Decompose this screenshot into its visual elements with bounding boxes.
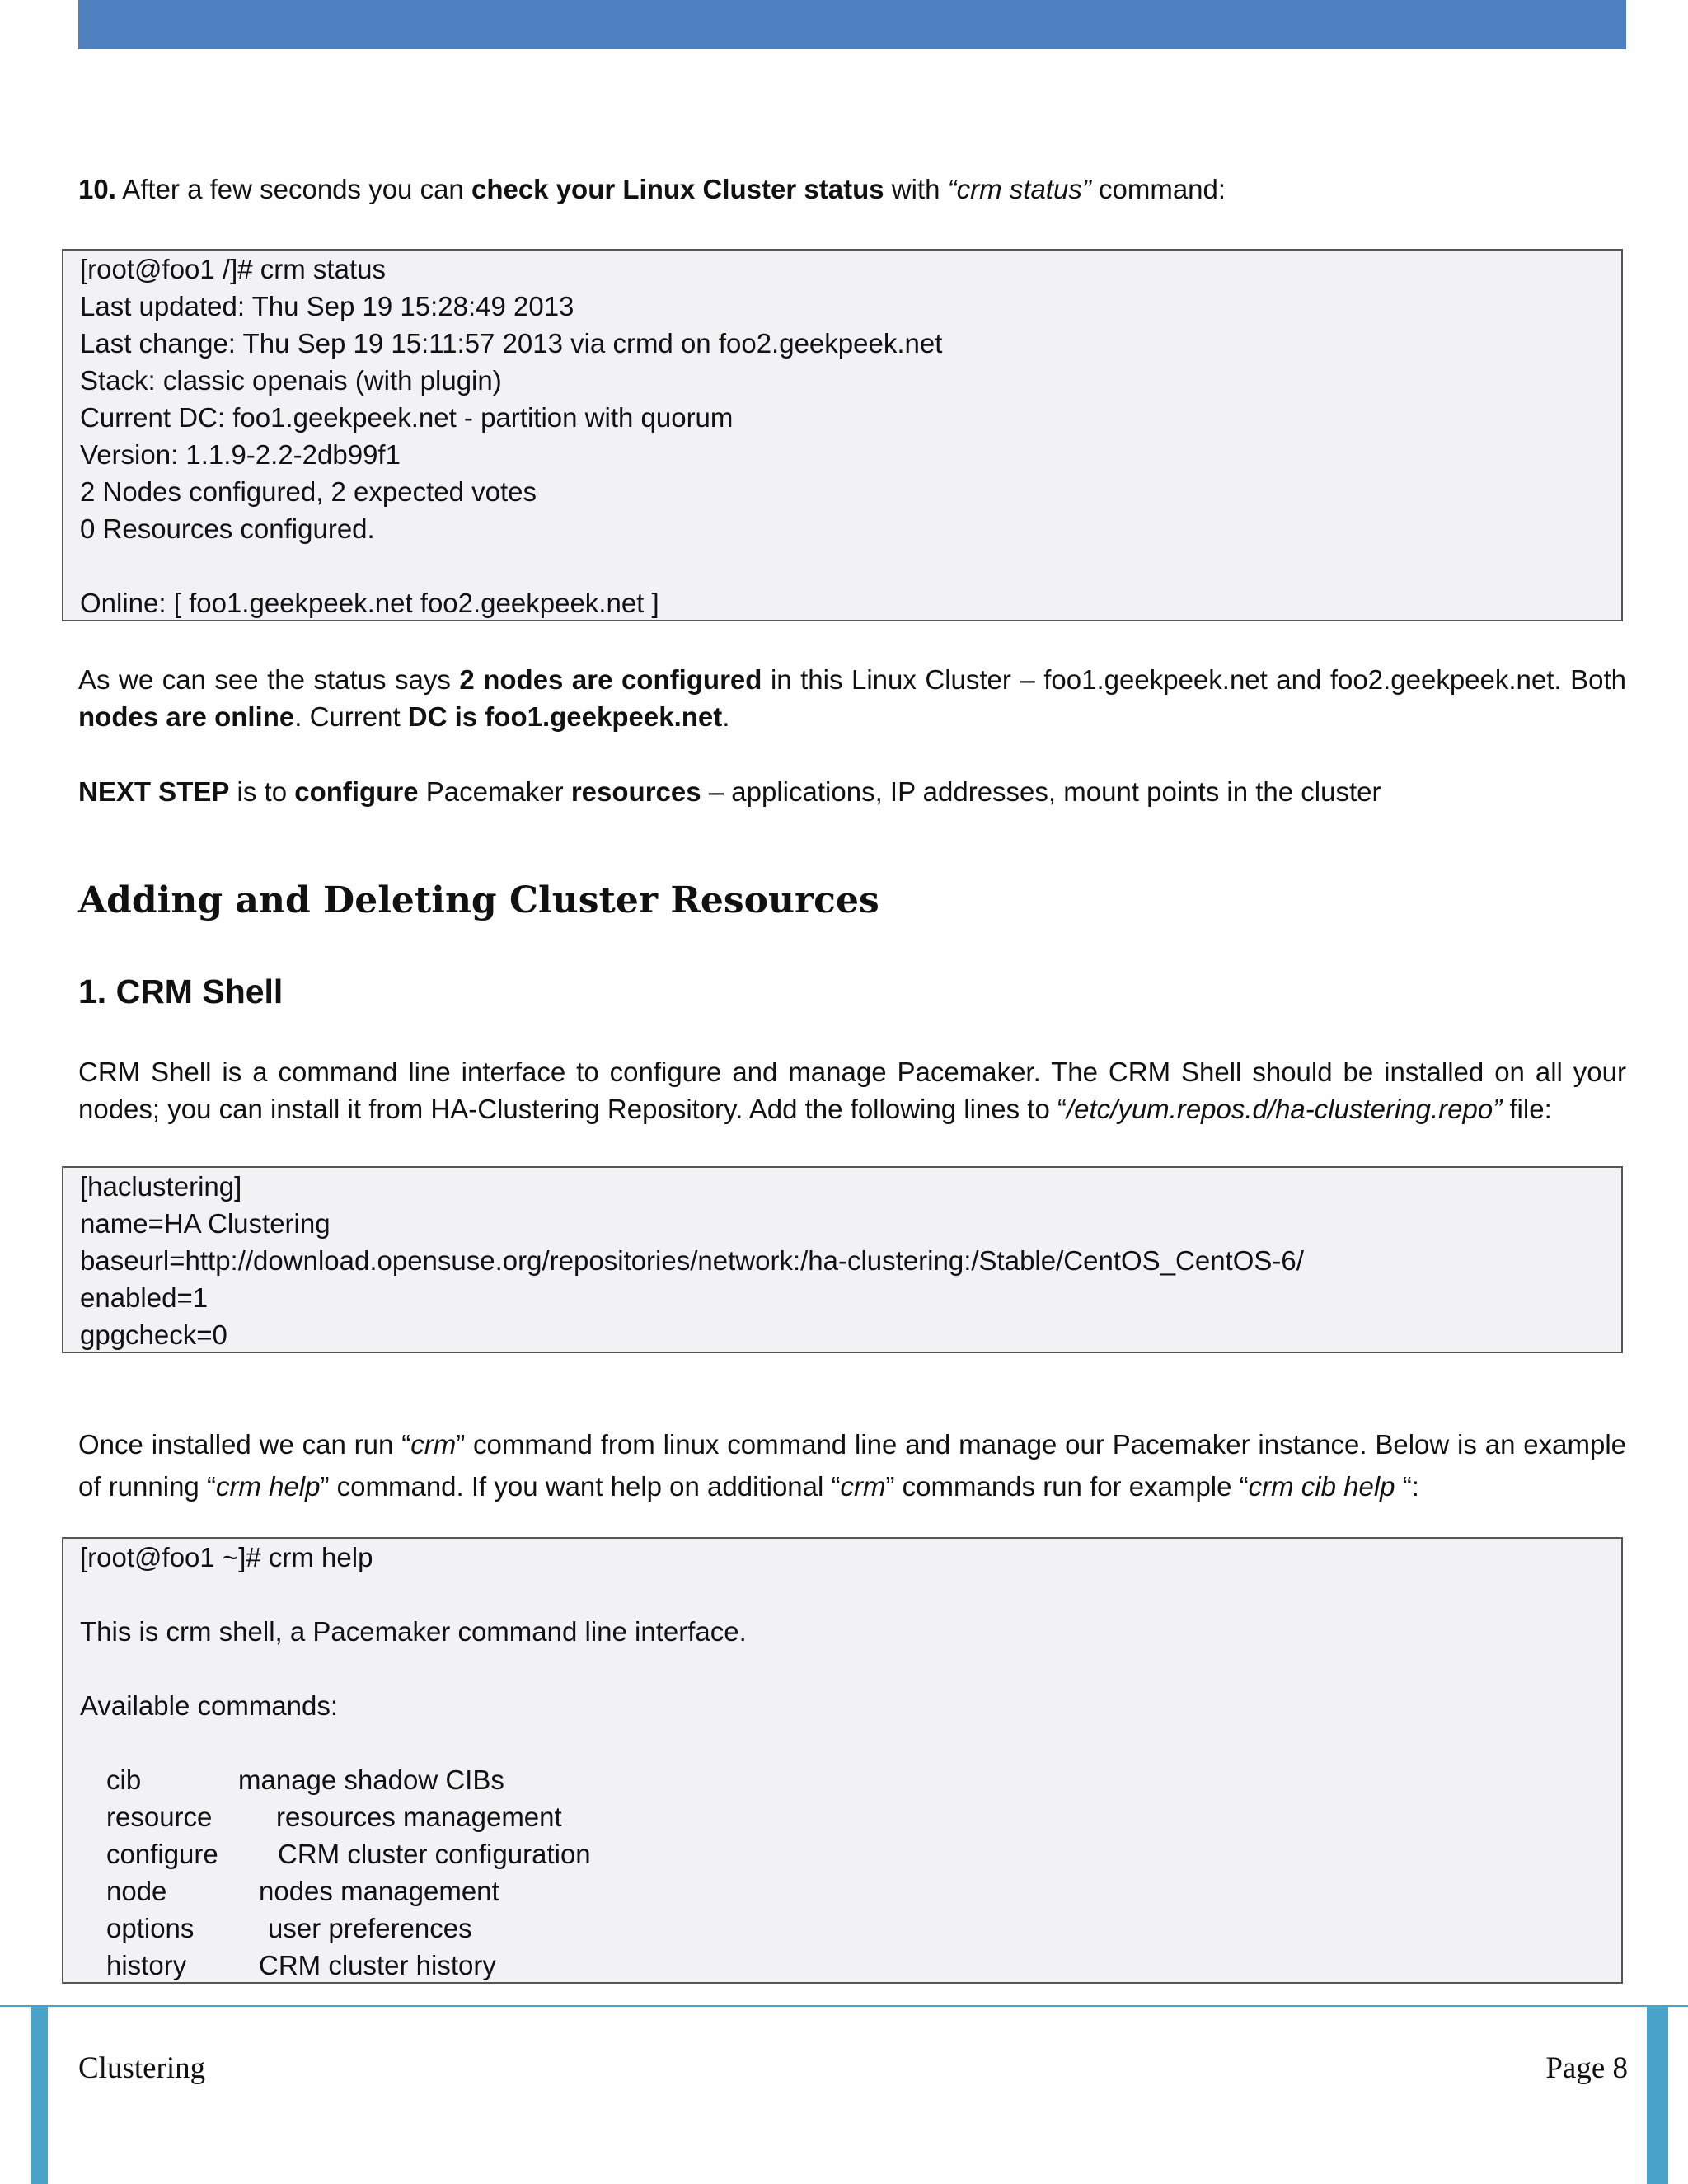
command-name: options <box>106 1913 195 1943</box>
code-line: 2 Nodes configured, 2 expected votes <box>80 476 537 507</box>
code-line: [root@foo1 /]# crm status <box>80 254 386 284</box>
blank-line <box>80 1650 1621 1687</box>
crm-shell-paragraph: CRM Shell is a command line interface to configure and manage Pacemaker. The CRM Shell should be installed on all your nodes; you can install it from HA-Clustering Repository. Add the following lines to “/etc/yum.repos.d/ha-clustering.repo” file: <box>78 1057 1626 1124</box>
next-step-paragraph: NEXT STEP is to configure Pacemaker resources – applications, IP addresses, mount points in the cluster <box>78 776 1381 807</box>
command-description: CRM cluster configuration <box>278 1839 591 1869</box>
code-line <box>80 547 1621 584</box>
command-row <box>80 1872 1621 1910</box>
code-line: This is crm shell, a Pacemaker command line interface. <box>80 1616 747 1647</box>
command-row <box>80 1835 1621 1872</box>
code-line: Current DC: foo1.geekpeek.net - partition with quorum <box>80 402 734 433</box>
code-line: [root@foo1 ~]# crm help <box>80 1542 373 1572</box>
code-line: gpgcheck=0 <box>80 1319 227 1350</box>
code-line: Last updated: Thu Sep 19 15:28:49 2013 <box>80 291 574 321</box>
command-row <box>80 1947 1621 1984</box>
command-description: CRM cluster history <box>259 1950 496 1980</box>
command-description: manage shadow CIBs <box>238 1765 504 1795</box>
section-title: Adding and Deleting Cluster Resources <box>78 879 879 921</box>
command-name: cib <box>106 1765 142 1795</box>
code-line: 0 Resources configured. <box>80 513 375 544</box>
footer-right-accent <box>1647 2007 1668 2184</box>
code-line: Last change: Thu Sep 19 15:11:57 2013 via crmd on foo2.geekpeek.net <box>80 328 943 359</box>
command-description: nodes management <box>259 1876 499 1906</box>
subsection-title: 1. CRM Shell <box>78 972 284 1010</box>
code-line: baseurl=http://download.opensuse.org/repositories/network:/ha-clustering:/Stable/CentOS_CentOS-6/ <box>80 1245 1304 1276</box>
status-explanation-paragraph: As we can see the status says 2 nodes are configured in this Linux Cluster – foo1.geekpeek.net and foo2.geekpeek.net. Both nodes are online. Current DC is foo1.geekpeek.net. <box>78 664 1626 732</box>
code-line: Version: 1.1.9-2.2-2db99f1 <box>80 439 401 470</box>
code-line: [haclustering] <box>80 1171 242 1202</box>
code-line: Online: [ foo1.geekpeek.net foo2.geekpeek.net ] <box>80 588 659 618</box>
code-line: Available commands: <box>80 1690 339 1721</box>
command-name: configure <box>106 1839 218 1869</box>
code-line: enabled=1 <box>80 1282 209 1313</box>
blank-line <box>80 1724 1621 1761</box>
blank-line <box>80 1576 1621 1613</box>
footer-left-accent <box>31 2007 48 2184</box>
command-name: history <box>106 1950 187 1980</box>
code-line: Stack: classic openais (with plugin) <box>80 365 502 396</box>
command-description: user preferences <box>268 1913 472 1943</box>
page-number: Page 8 <box>1545 2051 1628 2085</box>
command-name: node <box>106 1876 167 1906</box>
footer-divider <box>0 2005 1688 2007</box>
step-10-paragraph: 10. After a few seconds you can check your Linux Cluster status with “crm status” command: <box>78 174 1226 204</box>
crm-status-output <box>62 249 1623 621</box>
code-line: name=HA Clustering <box>80 1208 331 1239</box>
command-row <box>80 1798 1621 1835</box>
command-description: resources management <box>276 1802 562 1832</box>
once-installed-paragraph: Once installed we can run “crm” command from linux command line and manage our Pacemaker instance. Below is an example of running “crm help” command. If you want help on additional “crm” commands run for example “crm cib help “: <box>78 1429 1626 1502</box>
crm-help-output <box>62 1537 1623 1984</box>
header-bar <box>78 0 1626 49</box>
command-row <box>80 1761 1621 1798</box>
command-row <box>80 1910 1621 1947</box>
command-name: resource <box>106 1802 213 1832</box>
repo-file-block <box>62 1166 1623 1353</box>
footer-title: Clustering <box>78 2051 206 2085</box>
